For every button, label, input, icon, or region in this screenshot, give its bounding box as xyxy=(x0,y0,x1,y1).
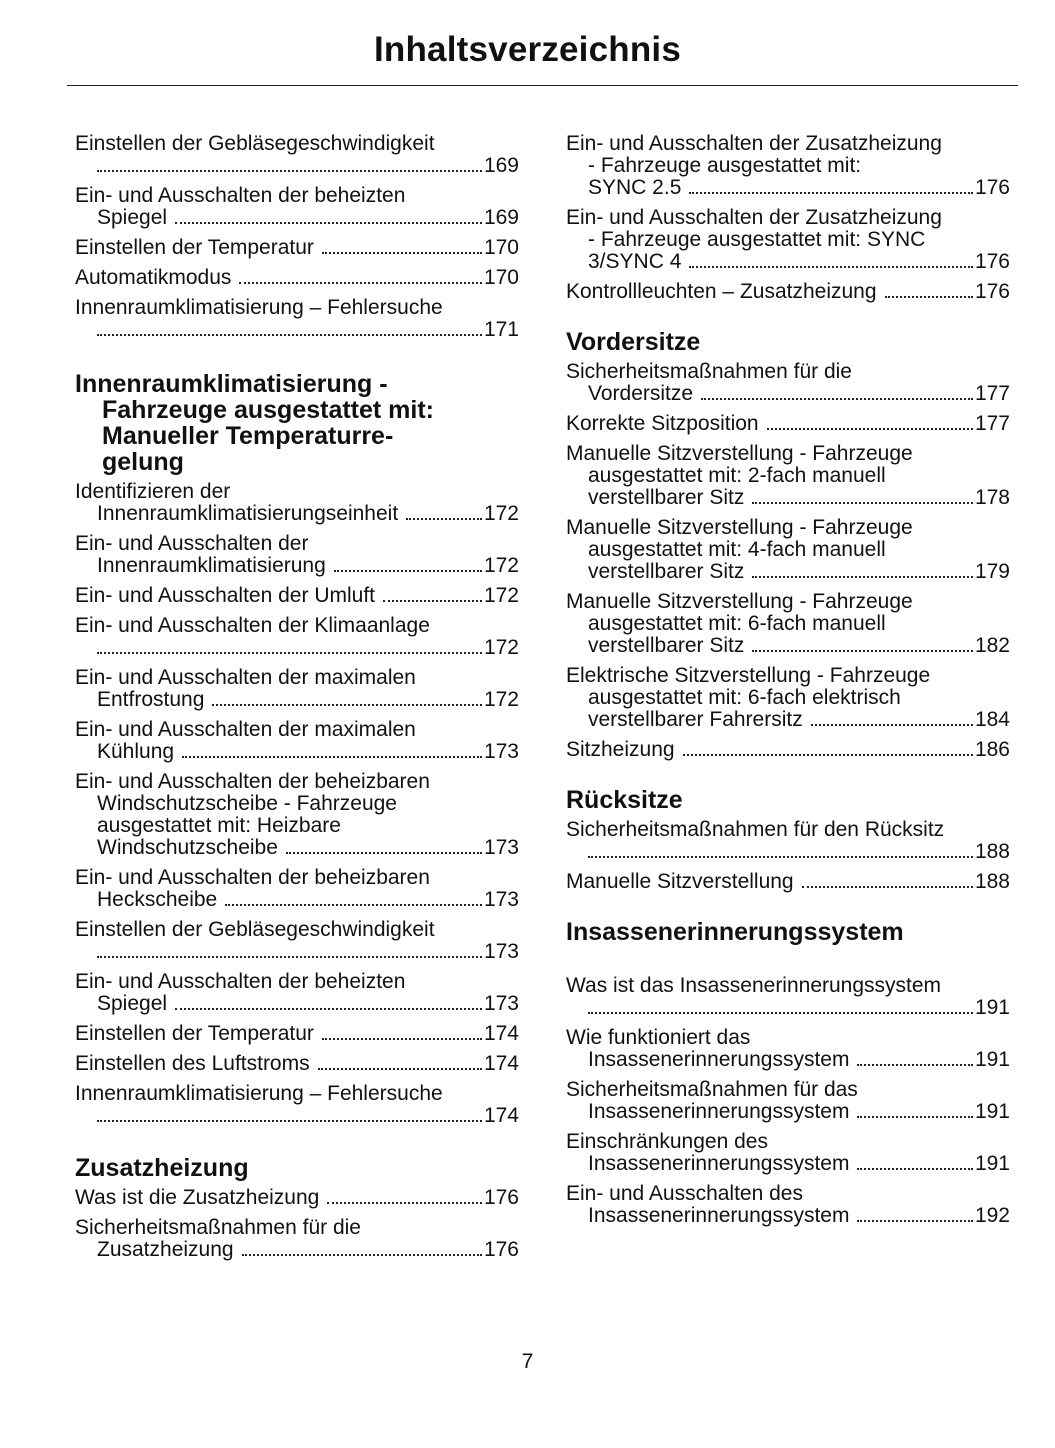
toc-entry-text: verstellbarer Sitz xyxy=(588,560,745,583)
toc-entry[interactable] xyxy=(566,1131,1010,1175)
toc-entry[interactable] xyxy=(566,517,1010,583)
dot-leader xyxy=(689,192,973,194)
dot-leader xyxy=(857,1168,972,1170)
toc-page-number: 169 xyxy=(483,206,519,229)
toc-entry-text: Ein- und Ausschalten des xyxy=(566,1182,803,1205)
dot-leader xyxy=(175,1008,482,1010)
toc-entry-text: Windschutzscheibe - Fahrzeuge xyxy=(97,792,397,815)
dot-leader xyxy=(97,652,482,654)
toc-entry-text: Manuelle Sitzverstellung - Fahrzeuge xyxy=(566,442,913,465)
toc-entry-text: ausgestattet mit: 4-fach manuell xyxy=(588,538,886,561)
toc-entry[interactable] xyxy=(566,1027,1010,1071)
toc-entry-text: SYNC 2.5 xyxy=(588,176,682,199)
toc-entry-text: Spiegel xyxy=(97,206,168,229)
toc-entry[interactable] xyxy=(75,267,519,289)
toc-entry-text: Innenraumklimatisierung xyxy=(97,554,326,577)
toc-entry[interactable] xyxy=(75,533,519,577)
toc-entry-text: Ein- und Ausschalten der xyxy=(75,532,309,555)
toc-entry-text: Elektrische Sitzverstellung - Fahrzeuge xyxy=(566,664,931,687)
toc-page-number: 170 xyxy=(483,236,519,259)
toc-entry[interactable] xyxy=(566,665,1010,731)
toc-page-number: 174 xyxy=(483,1052,519,1075)
dot-leader xyxy=(97,956,482,958)
toc-entry-text: Innenraumklimatisierungseinheit xyxy=(97,502,399,525)
toc-entry-text: Manuelle Sitzverstellung xyxy=(566,870,794,893)
toc-page-number: 174 xyxy=(483,1022,519,1045)
toc-entry[interactable] xyxy=(566,975,1010,1019)
section-heading-line: Rücksitze xyxy=(566,786,683,814)
toc-entry[interactable] xyxy=(75,297,519,341)
dot-leader xyxy=(752,650,973,652)
toc-page-number: 170 xyxy=(483,266,519,289)
dot-leader xyxy=(97,334,482,336)
toc-entry[interactable] xyxy=(75,1053,519,1075)
dot-leader xyxy=(327,1202,482,1204)
toc-entry[interactable] xyxy=(566,413,1010,435)
section-heading-line: Innenraumklimatisierung - xyxy=(75,370,388,398)
toc-page-number: 176 xyxy=(483,1186,519,1209)
toc-page-number: 178 xyxy=(974,486,1010,509)
toc-page-number: 191 xyxy=(974,1152,1010,1175)
toc-entry-text: Was ist das Insassenerinnerungssystem xyxy=(566,974,942,997)
toc-entry[interactable] xyxy=(566,871,1010,893)
section-heading-line: Zusatzheizung xyxy=(75,1154,249,1182)
toc-entry[interactable] xyxy=(75,1083,519,1127)
page-title: Inhaltsverzeichnis xyxy=(373,30,682,69)
toc-page-number: 176 xyxy=(974,250,1010,273)
toc-entry-text: Kontrollleuchten – Zusatzheizung xyxy=(566,280,877,303)
dot-leader xyxy=(802,886,973,888)
toc-page-number: 176 xyxy=(974,176,1010,199)
toc-entry-text: Identifizieren der xyxy=(75,480,231,503)
toc-page-number: 173 xyxy=(483,836,519,859)
dot-leader xyxy=(97,170,482,172)
dot-leader xyxy=(406,518,482,520)
toc-entry[interactable] xyxy=(75,585,519,607)
toc-page-number: 179 xyxy=(974,560,1010,583)
dot-leader xyxy=(752,576,973,578)
dot-leader xyxy=(885,296,973,298)
toc-entry-text: Einstellen der Gebläsegeschwindigkeit xyxy=(75,132,435,155)
toc-entry[interactable] xyxy=(566,591,1010,657)
toc-entry-text: Ein- und Ausschalten der beheizbaren xyxy=(75,866,430,889)
toc-entry[interactable] xyxy=(75,481,519,525)
section-heading-line: Fahrzeuge ausgestattet mit: xyxy=(102,396,435,424)
toc-entry-text: Ein- und Ausschalten der maximalen xyxy=(75,666,416,689)
dot-leader xyxy=(322,252,482,254)
toc-entry[interactable] xyxy=(75,771,519,859)
toc-entry[interactable] xyxy=(75,1023,519,1045)
toc-entry-text: Ein- und Ausschalten der Umluft xyxy=(75,584,375,607)
toc-entry[interactable] xyxy=(75,971,519,1015)
dot-leader xyxy=(318,1068,482,1070)
toc-entry-text: Ein- und Ausschalten der Klimaanlage xyxy=(75,614,430,637)
toc-entry-text: Ein- und Ausschalten der Zusatzheizung xyxy=(566,206,942,229)
toc-entry-text: Heckscheibe xyxy=(97,888,218,911)
toc-entry-text: Wie funktioniert das xyxy=(566,1026,751,1049)
toc-entry-text: Insassenerinnerungssystem xyxy=(588,1048,850,1071)
toc-page-number: 172 xyxy=(483,584,519,607)
toc-entry-text: Sitzheizung xyxy=(566,738,675,761)
toc-entry-text: 3/SYNC 4 xyxy=(588,250,682,273)
toc-page-number: 174 xyxy=(483,1104,519,1127)
toc-entry-text: Sicherheitsmaßnahmen für die xyxy=(75,1216,361,1239)
toc-entry[interactable] xyxy=(566,281,1010,303)
toc-entry[interactable] xyxy=(75,237,519,259)
dot-leader xyxy=(811,724,973,726)
toc-entry-text: - Fahrzeuge ausgestattet mit: SYNC xyxy=(588,228,926,251)
toc-entry-text: ausgestattet mit: 2-fach manuell xyxy=(588,464,886,487)
toc-entry[interactable] xyxy=(566,207,1010,273)
toc-entry-text: verstellbarer Sitz xyxy=(588,634,745,657)
toc-page-number: 184 xyxy=(974,708,1010,731)
toc-page-number: 177 xyxy=(974,382,1010,405)
toc-entry[interactable] xyxy=(75,615,519,659)
toc-entry-text: Innenraumklimatisierung – Fehlersuche xyxy=(75,296,443,319)
toc-entry-text: verstellbarer Sitz xyxy=(588,486,745,509)
toc-page-number: 191 xyxy=(974,996,1010,1019)
toc-page-number: 191 xyxy=(974,1100,1010,1123)
toc-page-number: 176 xyxy=(483,1238,519,1261)
toc-page-number: 192 xyxy=(974,1204,1010,1227)
toc-entry[interactable] xyxy=(566,133,1010,199)
dot-leader xyxy=(97,1120,482,1122)
toc-entry-text: Sicherheitsmaßnahmen für den Rücksitz xyxy=(566,818,945,841)
dot-leader xyxy=(239,282,482,284)
toc-entry-text: Korrekte Sitzposition xyxy=(566,412,759,435)
dot-leader xyxy=(182,756,482,758)
toc-entry[interactable] xyxy=(75,919,519,963)
toc-entry[interactable] xyxy=(75,867,519,911)
toc-entry-text: Kühlung xyxy=(97,740,175,763)
toc-entry[interactable] xyxy=(75,1187,519,1209)
toc-entry-text: ausgestattet mit: 6-fach elektrisch xyxy=(588,686,901,709)
toc-entry-text: Einstellen der Temperatur xyxy=(75,236,314,259)
toc-entry[interactable] xyxy=(566,819,1010,863)
dot-leader xyxy=(225,904,482,906)
section-heading xyxy=(566,787,1010,813)
toc-page-number: 191 xyxy=(974,1048,1010,1071)
toc-entry-text: Windschutzscheibe xyxy=(97,836,278,859)
toc-entry-text: verstellbarer Fahrersitz xyxy=(588,708,803,731)
toc-entry-text: Ein- und Ausschalten der beheizten xyxy=(75,184,406,207)
toc-entry-text: Insassenerinnerungssystem xyxy=(588,1152,850,1175)
toc-page-number: 176 xyxy=(974,280,1010,303)
dot-leader xyxy=(752,502,973,504)
toc-entry-text: ausgestattet mit: 6-fach manuell xyxy=(588,612,886,635)
toc-entry[interactable] xyxy=(75,667,519,711)
dot-leader xyxy=(857,1220,972,1222)
toc-page-number: 177 xyxy=(974,412,1010,435)
section-heading xyxy=(566,919,1010,945)
toc-page-number: 171 xyxy=(483,318,519,341)
toc-page-number: 188 xyxy=(974,870,1010,893)
toc-entry-text: Ein- und Ausschalten der Zusatzheizung xyxy=(566,132,942,155)
toc-entry[interactable] xyxy=(566,443,1010,509)
toc-entry-text: Insassenerinnerungssystem xyxy=(588,1204,850,1227)
toc-entry[interactable] xyxy=(566,739,1010,761)
toc-entry[interactable] xyxy=(75,185,519,229)
section-heading-line: Manueller Temperaturre- xyxy=(102,422,394,450)
toc-page-number: 173 xyxy=(483,888,519,911)
toc-page-number: 172 xyxy=(483,554,519,577)
toc-entry-text: Sicherheitsmaßnahmen für das xyxy=(566,1078,858,1101)
title-divider xyxy=(67,85,1018,86)
toc-page-number: 173 xyxy=(483,940,519,963)
dot-leader xyxy=(175,222,482,224)
toc-column-right xyxy=(566,133,1010,1235)
toc-entry-text: - Fahrzeuge ausgestattet mit: xyxy=(588,154,862,177)
toc-entry-text: Sicherheitsmaßnahmen für die xyxy=(566,360,852,383)
toc-entry-text: Vordersitze xyxy=(588,382,694,405)
dot-leader xyxy=(383,600,482,602)
dot-leader xyxy=(767,428,973,430)
toc-page-number: 188 xyxy=(974,840,1010,863)
toc-entry-text: Ein- und Ausschalten der maximalen xyxy=(75,718,416,741)
toc-entry-text: Einstellen der Temperatur xyxy=(75,1022,314,1045)
dot-leader xyxy=(588,856,973,858)
dot-leader xyxy=(334,570,482,572)
toc-page-number: 182 xyxy=(974,634,1010,657)
toc-entry-text: Zusatzheizung xyxy=(97,1238,234,1261)
toc-entry-text: Ein- und Ausschalten der beheizten xyxy=(75,970,406,993)
toc-entry-text: Automatikmodus xyxy=(75,266,232,289)
toc-page-number: 173 xyxy=(483,740,519,763)
dot-leader xyxy=(322,1038,482,1040)
dot-leader xyxy=(212,704,482,706)
toc-page-number: 173 xyxy=(483,992,519,1015)
toc-entry-text: Spiegel xyxy=(97,992,168,1015)
toc-entry-text: Einstellen des Luftstroms xyxy=(75,1052,310,1075)
toc-entry-text: Ein- und Ausschalten der beheizbaren xyxy=(75,770,430,793)
toc-page-number: 172 xyxy=(483,502,519,525)
toc-entry[interactable] xyxy=(75,719,519,763)
dot-leader xyxy=(242,1254,482,1256)
toc-page-number: 169 xyxy=(483,154,519,177)
toc-entry-text: Manuelle Sitzverstellung - Fahrzeuge xyxy=(566,516,913,539)
page-number: 7 xyxy=(521,1350,534,1373)
toc-entry[interactable] xyxy=(75,1217,519,1261)
dot-leader xyxy=(588,1012,973,1014)
section-heading-line: Insassenerinnerungssystem xyxy=(566,918,904,946)
toc-page-number: 172 xyxy=(483,688,519,711)
toc-entry-text: Einstellen der Gebläsegeschwindigkeit xyxy=(75,918,435,941)
dot-leader xyxy=(701,398,973,400)
toc-page-number: 172 xyxy=(483,636,519,659)
toc-entry-text: Innenraumklimatisierung – Fehlersuche xyxy=(75,1082,443,1105)
toc-column-left xyxy=(75,133,519,1269)
section-heading xyxy=(566,329,1010,355)
toc-entry-text: Einschränkungen des xyxy=(566,1130,768,1153)
dot-leader xyxy=(683,754,973,756)
toc-entry[interactable] xyxy=(566,361,1010,405)
section-heading-line: Vordersitze xyxy=(566,328,701,356)
toc-entry-text: Entfrostung xyxy=(97,688,205,711)
dot-leader xyxy=(857,1116,972,1118)
toc-page-number: 186 xyxy=(974,738,1010,761)
toc-entry-text: ausgestattet mit: Heizbare xyxy=(97,814,341,837)
toc-entry[interactable] xyxy=(566,1183,1010,1227)
toc-entry-text: Was ist die Zusatzheizung xyxy=(75,1186,320,1209)
toc-entry-text: Insassenerinnerungssystem xyxy=(588,1100,850,1123)
toc-entry[interactable] xyxy=(75,133,519,177)
section-heading-line: gelung xyxy=(102,448,184,476)
toc-entry[interactable] xyxy=(566,1079,1010,1123)
section-heading xyxy=(75,371,519,475)
dot-leader xyxy=(689,266,973,268)
dot-leader xyxy=(857,1064,972,1066)
toc-entry-text: Manuelle Sitzverstellung - Fahrzeuge xyxy=(566,590,913,613)
dot-leader xyxy=(286,852,482,854)
section-heading xyxy=(75,1155,519,1181)
